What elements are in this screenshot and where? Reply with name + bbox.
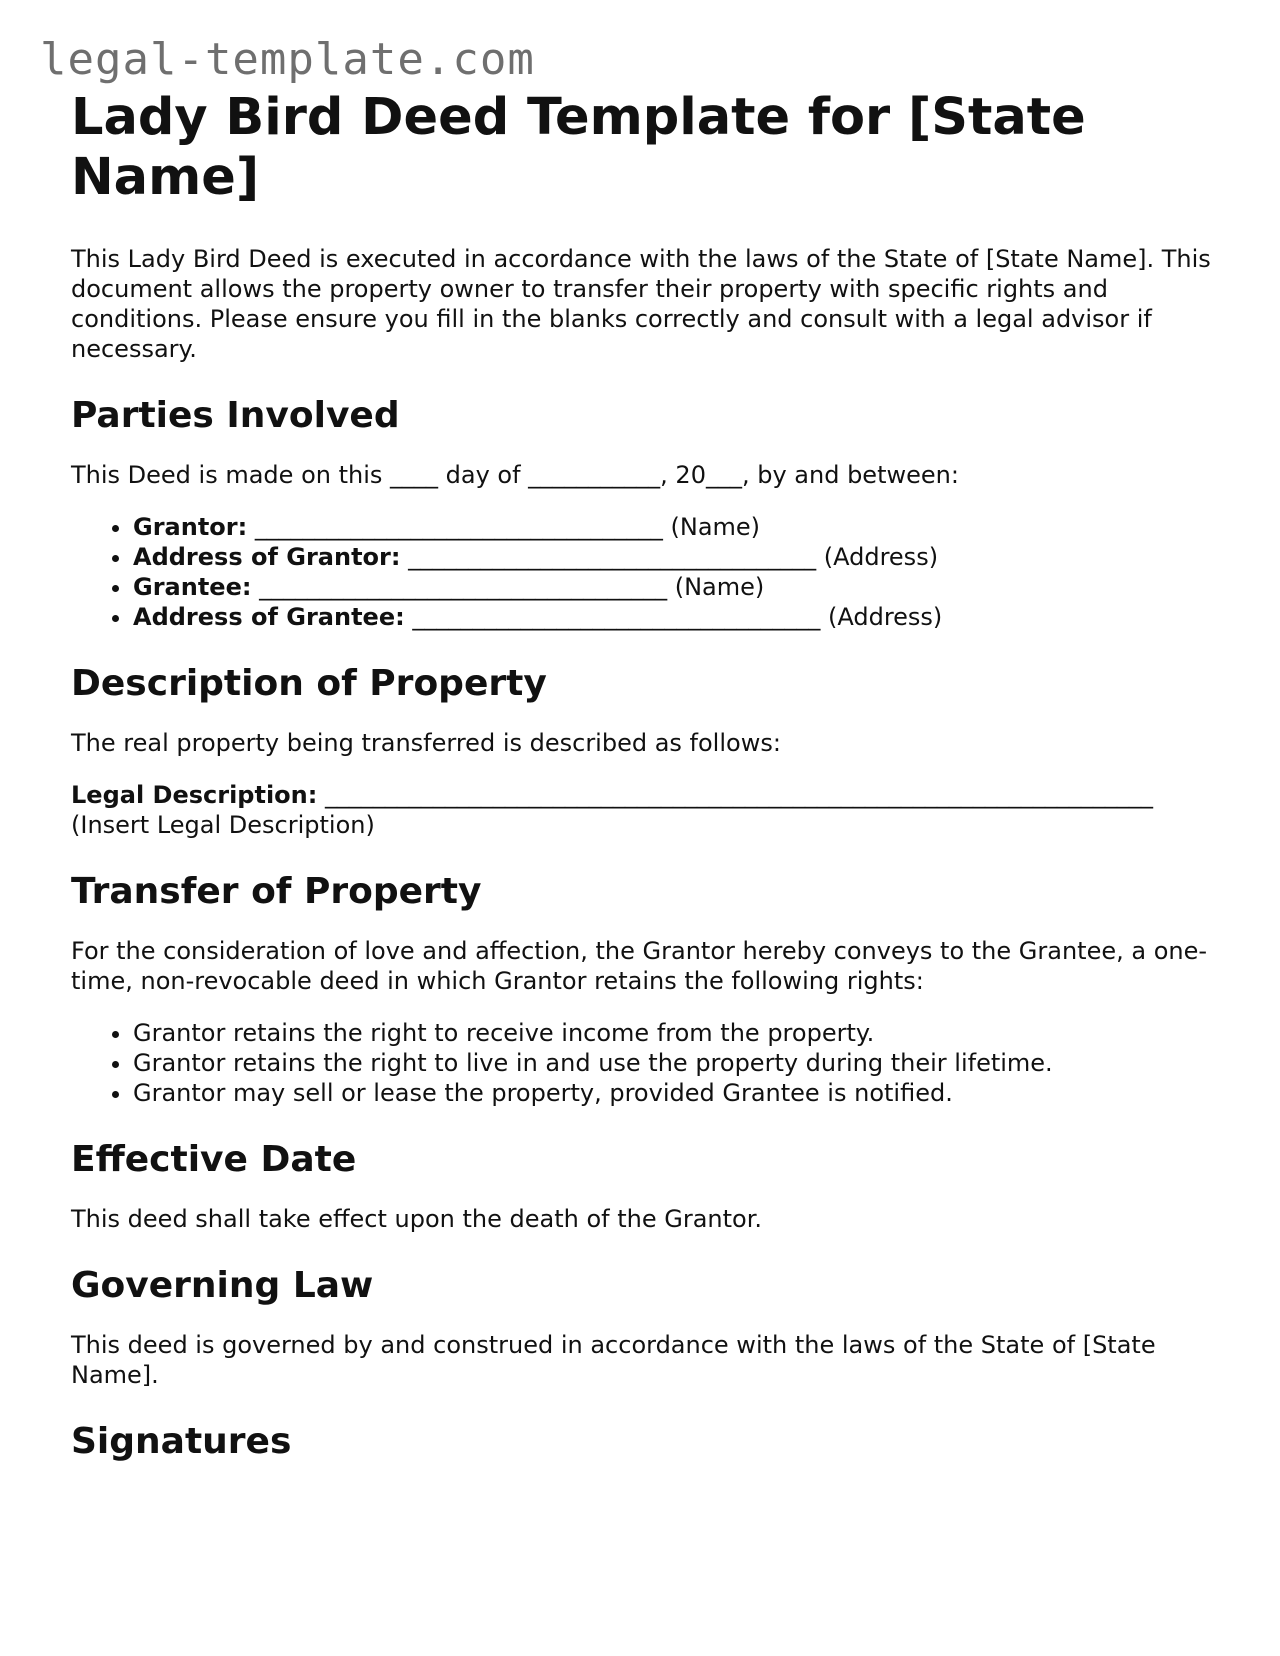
blank-hint: (Insert Legal Description) xyxy=(71,811,375,839)
list-item xyxy=(133,602,1211,632)
list-item: • Grantor retains the right to live in and use the property during their lifetime. xyxy=(133,1048,1211,1078)
blank-hint: (Address) xyxy=(827,603,943,631)
list-item xyxy=(133,572,1211,602)
site-watermark: legal-template.com xyxy=(40,34,535,85)
fill-blank: __________________________________ xyxy=(259,573,668,601)
transfer-paragraph: For the consideration of love and affection, the Grantor hereby conveys to the Grantee, a one-time, non-revocable deed in which Grantor retains the following rights: xyxy=(71,937,1208,995)
deed-date-line: This Deed is made on this ____ day of ___________, 20___, by and between: xyxy=(71,461,959,489)
heading-transfer-of-property: Transfer of Property xyxy=(71,871,482,912)
fill-blank: __________________________________ xyxy=(408,543,817,571)
parties-list xyxy=(71,512,1211,632)
heading-effective-date: Effective Date xyxy=(71,1139,357,1180)
heading-signatures: Signatures xyxy=(71,1421,292,1462)
effective-date-paragraph: This deed shall take effect upon the death of the Grantor. xyxy=(71,1205,763,1233)
blank-hint: (Name) xyxy=(674,573,765,601)
heading-governing-law: Governing Law xyxy=(71,1265,374,1306)
governing-law-paragraph: This deed is governed by and construed in accordance with the laws of the State of [State Name]. xyxy=(71,1331,1156,1389)
legal-description-line xyxy=(71,780,1211,840)
party-label: Grantee: xyxy=(133,573,252,601)
fill-blank: __________________________________ xyxy=(412,603,821,631)
page-title: Lady Bird Deed Template for [State Name] xyxy=(71,88,1086,207)
document-body xyxy=(71,88,1211,1464)
intro-paragraph: This Lady Bird Deed is executed in accordance with the laws of the State of [State Name]. This document allows the property owner to transfer their property with specific rights and conditions. Please ensure you fill in the blanks correctly and consult with a legal advisor if necessary. xyxy=(71,245,1211,363)
list-item xyxy=(133,542,1211,572)
party-label: Address of Grantee: xyxy=(133,603,405,631)
retained-rights-list xyxy=(71,1018,1211,1108)
list-item: • Grantor retains the right to receive income from the property. xyxy=(133,1018,1211,1048)
fill-blank: _____________________________________________________________________ xyxy=(325,781,1153,809)
legal-description-label: Legal Description: xyxy=(71,781,318,809)
list-item: • Grantor may sell or lease the property, provided Grantee is notified. xyxy=(133,1078,1211,1108)
blank-hint: (Name) xyxy=(670,513,761,541)
fill-blank: __________________________________ xyxy=(254,513,663,541)
blank-hint: (Address) xyxy=(823,543,939,571)
heading-description-of-property: Description of Property xyxy=(71,663,547,704)
heading-parties-involved: Parties Involved xyxy=(71,395,400,436)
party-label: Grantor: xyxy=(133,513,248,541)
party-label: Address of Grantor: xyxy=(133,543,401,571)
description-intro: The real property being transferred is described as follows: xyxy=(71,729,781,757)
list-item xyxy=(133,512,1211,542)
